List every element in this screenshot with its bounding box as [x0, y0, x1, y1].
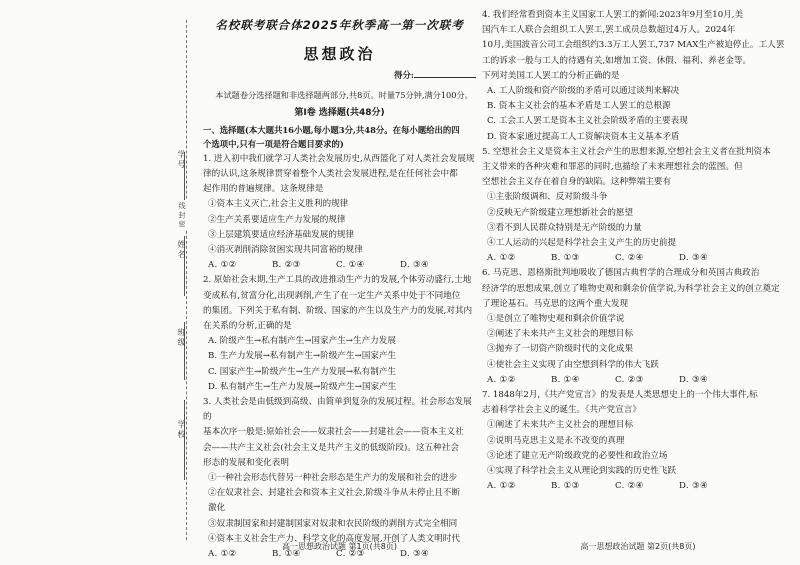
question-option: C. 国家产生→阶级产生→生产力发展→私有制产生 — [208, 366, 397, 377]
answer-choice: C. ②③ — [336, 549, 365, 560]
answer-choices — [482, 251, 794, 266]
answer-choice: B. ②③ — [272, 260, 301, 271]
section-title: 第Ⅰ卷 选择题(共48分) — [294, 107, 385, 118]
question-stem-line: 志着科学社会主义的诞生。《共产党宣言》 — [482, 405, 641, 416]
answer-choice: D. ③④ — [400, 549, 429, 560]
question-stem-line: 7. 1848年2月,《共产党宣言》的发表是人类思想史上的一个伟大事件,标 — [482, 390, 758, 401]
answer-choice: A. ①② — [487, 374, 516, 385]
question-stem-line: 国汽车工人联合会组织工人罢工,罢工成员总数超过4万人。2024年 — [482, 25, 736, 36]
question-stem-line: 基本次序一般是:原始社会——奴隶社会——封建社会——资本主义社 — [203, 427, 464, 438]
answer-choice: D. ③④ — [679, 481, 708, 492]
subject-title: 思想政治 — [303, 45, 376, 64]
binding-cut-text: 线 封 密 — [178, 202, 186, 228]
binding-dashed-line — [186, 20, 187, 540]
question-option: ②反映无产阶级建立理想新社会的愿望 — [487, 207, 634, 218]
question-option: ④使社会主义实现了由空想到科学的伟大飞跃 — [487, 359, 659, 370]
question-option: ④实现了科学社会主义从理论到实践的历史性飞跃 — [487, 466, 677, 477]
question-3 — [203, 395, 476, 562]
binding-field-line — [184, 400, 185, 480]
answer-choice: C. ②④ — [615, 253, 644, 264]
question-stem-line: 3. 人类社会是由低级到高级、由简单到复杂的发展过程。社会形态发展的 — [203, 397, 472, 423]
answer-choices — [482, 479, 794, 494]
question-option: ②说明马克思主义是永不改变的真理 — [487, 435, 625, 446]
question-option: ③论述了建立无产阶级政党的必要性和政治立场 — [487, 450, 668, 461]
question-stem-line: 会——共产主义社会(社会主义是共产主义的低级阶段)。这五种社会 — [203, 442, 459, 453]
answer-choice: C. ②④ — [615, 481, 644, 492]
exam-header-title: 名校联考联合体2025年秋季高一第一次联考 — [215, 18, 464, 32]
question-option: A. 工人阶级和资产阶级的矛盾可以通过谈判来解决 — [487, 86, 680, 97]
question-option: ①阐述了未来共产主义社会的理想目标 — [487, 420, 634, 431]
question-stem-line: 6. 马克思、恩格斯批判地吸收了德国古典哲学的合理成分和英国古典政治 — [482, 268, 760, 279]
question-stem-line: 主义带来的各种灾难和罪恶的同时,也描绘了未来理想社会的蓝图。但 — [482, 162, 743, 173]
question-stem-line: 4. 我们经常看到资本主义国家工人罢工的新闻:2023年9月至10月,美 — [482, 10, 744, 20]
question-option: D. 资本家通过提高工人工资解决资本主义基本矛盾 — [487, 131, 680, 142]
answer-choice: A. ①② — [487, 481, 516, 492]
question-stem-line: 10月,美国波音公司工会组织约3.3万工人罢工,737 MAX生产被迫停止。工人罢 — [482, 40, 785, 51]
answer-choice: A. ①② — [487, 253, 516, 264]
answer-choices — [203, 258, 476, 273]
question-stem-line: 起作用的普遍规律。这条规律是 — [203, 184, 324, 195]
question-stem-line: 律的认识,这条规律贯穿着整个人类社会发展进程,是在任何社会中都 — [203, 169, 458, 180]
part-instructions — [203, 123, 476, 152]
question-stem-line: 5. 空想社会主义是资本主义社会产生的思想来源,空想社会主义者在批判资本 — [482, 146, 771, 157]
question-option: ①是创立了唯物史观和剩余价值学说 — [487, 314, 625, 325]
question-stem-line: 1. 进入初中我们就学习人类社会发展历史,从西篮化了对人类社会发展规 — [203, 153, 475, 164]
exam-note: 本试题卷分选择题和非选择题两部分,共8页。时量75分钟,满分100分。 — [215, 89, 473, 100]
part-instructions-line: 一、选择题(本大题共16小题,每小题3分,共48分。在每小题给出的四 — [203, 124, 460, 135]
answer-choice: A. ①② — [208, 549, 237, 560]
question-6 — [482, 266, 794, 388]
score-field — [203, 68, 476, 83]
left-column — [203, 8, 476, 562]
binding-label-class: 班级 — [177, 328, 186, 348]
question-stem-line: 的集团。下列关于私有制、阶级、国家的产生以及生产力的发展,对其内 — [203, 305, 473, 316]
score-blank — [414, 77, 476, 78]
question-7 — [482, 388, 794, 494]
question-stem-line: 在关系的分析,正确的是 — [203, 321, 292, 332]
question-2 — [203, 273, 476, 395]
question-option: ③上层建筑要适应经济基础发展的规律 — [208, 229, 355, 240]
question-5 — [482, 145, 794, 267]
answer-choice: B. ①④ — [551, 374, 580, 385]
question-stem-line: 工的诉求一般与工人的待遇有关,如增加工资、休假、福利、养老金等。 — [482, 55, 752, 66]
question-option: C. 工会工人罢工是资本主义社会阶级矛盾的主要表现 — [487, 116, 688, 127]
question-option: ①主张阶级调和、反对阶级斗争 — [487, 192, 608, 203]
question-1 — [203, 152, 476, 274]
binding-label-student-id: 学号 — [177, 150, 186, 170]
question-option: ③抛弃了一切资产阶级时代的文化成果 — [487, 344, 634, 355]
right-column — [482, 8, 794, 495]
binding-label-name: 姓名 — [177, 240, 186, 260]
answer-choice: D. ③④ — [679, 253, 708, 264]
question-4 — [482, 8, 794, 145]
answer-choice: D. ③④ — [400, 260, 429, 271]
part-instructions-line: 个选项中,只有一项是符合题目要求的) — [203, 139, 344, 150]
answer-choice: B. ①④ — [272, 549, 301, 560]
answer-choices — [482, 373, 794, 388]
binding-label-school: 学校 — [177, 420, 186, 440]
binding-margin — [0, 0, 196, 565]
question-option: ①资本主义灭亡,社会主义胜利的规律 — [208, 199, 349, 210]
question-option: ③奴隶制国家和封建制国家对奴隶和农民阶级的剥削方式完全相同 — [208, 518, 458, 529]
question-option: ②阐述了未来共产主义社会的理想目标 — [487, 329, 634, 340]
question-stem-line: 变成私有,贫富分化,出现剥削,产生了在一定生产关系中处于不同地位 — [203, 290, 461, 301]
question-option: B. 资本主义社会的基本矛盾是工人罢工的总根源 — [487, 101, 671, 112]
page-footer-left: 高一思想政治试题 第1页(共8页) — [282, 542, 397, 551]
question-option: ④消灭剥削消除贫困实现共同富裕的规律 — [208, 245, 363, 256]
question-stem-line: 下列对美国工人罢工的分析正确的是 — [482, 70, 620, 81]
score-label: 得分: — [394, 70, 414, 81]
question-stem-line: 2. 原始社会末期,生产工具的改进推动生产力的发展,个体劳动盛行,土地 — [203, 275, 472, 286]
question-option: ④工人运动的兴起是科学社会主义产生的历史前提 — [487, 238, 677, 249]
question-stem-line: 经济学的思想成果,创立了唯物史观和剩余价值学说,为科学社会主义的创立奠定 — [482, 283, 780, 294]
answer-choice: D. ③④ — [679, 374, 708, 385]
question-option: ②生产关系要适应生产力发展的规律 — [208, 214, 346, 225]
question-option: 激化 — [208, 503, 226, 514]
answer-choice: C. ②③ — [615, 374, 644, 385]
answer-choice: B. ①③ — [551, 253, 580, 264]
question-option: ②在奴隶社会、封建社会和资本主义社会,阶级斗争从未停止且不断 — [208, 488, 460, 499]
question-option: B. 生产力发展→私有制产生→阶级产生→国家产生 — [208, 351, 397, 362]
answer-choice: C. ①④ — [336, 260, 365, 271]
question-stem-line: 空想社会主义存在着自身的缺陷。这种弊端主要有 — [482, 177, 672, 188]
question-stem-line: 了理论基石。马克思的这两个重大发现 — [482, 298, 629, 309]
question-option: ④资本主义社会生产力、科学文化的高度发展,开创了人类文明时代 — [208, 533, 460, 544]
question-option: ③看不到人民群众特别是无产阶级的力量 — [487, 222, 642, 233]
question-stem-line: 形态的发展和变化表明 — [203, 457, 289, 468]
answer-choice: A. ①② — [208, 260, 237, 271]
question-option: A. 阶级产生→私有制产生→国家产生→生产力发展 — [208, 336, 396, 347]
answer-choice: B. ①③ — [551, 481, 580, 492]
question-option: D. 私有制产生→生产力发展→阶级产生→国家产生 — [208, 381, 397, 392]
question-option: ①一种社会形态代替另一种社会形态是生产力的发展和社会的进步 — [208, 473, 458, 484]
page-footer-right: 高一思想政治试题 第2页(共8页) — [580, 542, 696, 551]
